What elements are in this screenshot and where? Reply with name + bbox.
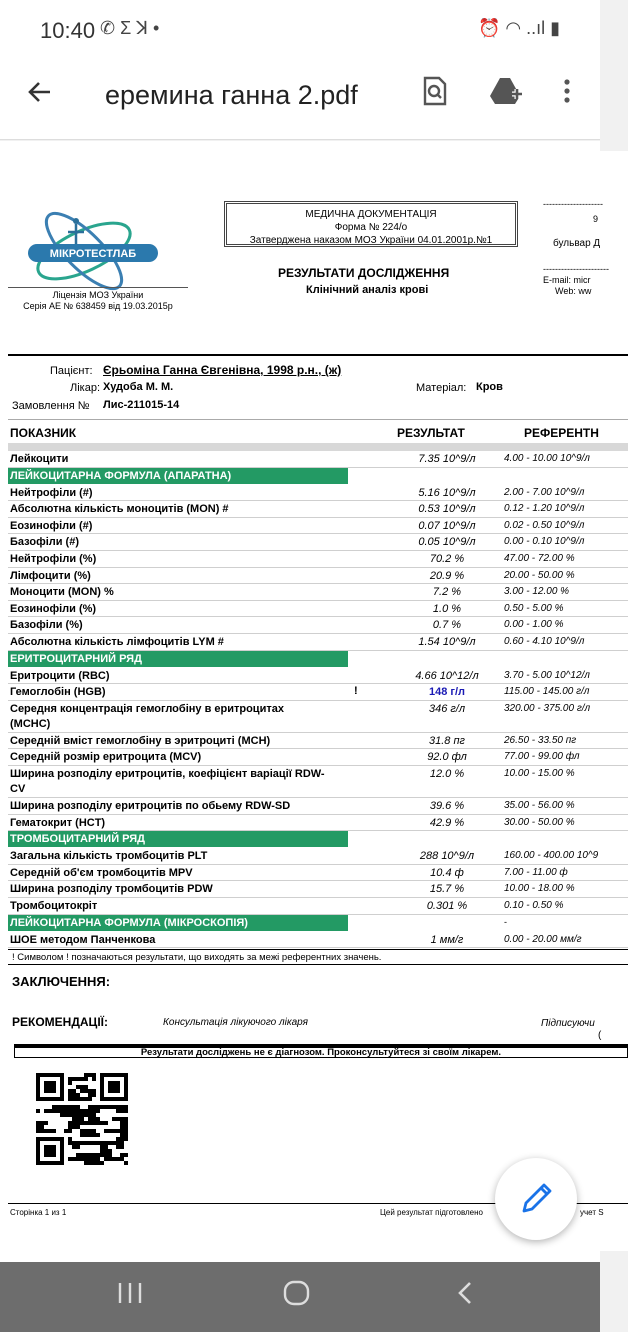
document-title: еремина ганна 2.pdf [105, 80, 358, 110]
result-value: 1 мм/г [430, 933, 464, 946]
report-subheading: Клінічний аналіз крові [306, 284, 429, 296]
indicator-name-cont: CV [10, 783, 26, 795]
table-row [8, 865, 628, 882]
table-row [8, 584, 628, 601]
result-value: 31.8 пг [429, 734, 465, 747]
table-row [8, 701, 628, 733]
reference-value: 0.50 - 5.00 % [504, 602, 564, 614]
indicator-name: Еозинофіли (#) [10, 519, 93, 532]
result-value: 0.53 10^9/л [418, 503, 476, 516]
result-value: 1.0 % [432, 602, 462, 615]
result-value: 0.301 % [426, 900, 468, 912]
table-row [8, 668, 628, 685]
table-row [8, 568, 628, 585]
reference-value: - [504, 916, 507, 927]
reference-value: 2.00 - 7.00 10^9/л [504, 486, 585, 498]
license-line-1: Ліцензія МОЗ України [52, 290, 144, 300]
search-in-document-icon[interactable] [422, 76, 448, 113]
table-row [8, 932, 628, 949]
result-value: 288 10^9/л [419, 850, 475, 863]
table-row [8, 733, 628, 750]
result-value: 12.0 % [429, 768, 465, 780]
section-header: ЛЕЙКОЦИТАРНА ФОРМУЛА (АПАРАТНА) [8, 468, 348, 484]
table-row [8, 518, 628, 535]
form-line-1: МЕДИЧНА ДОКУМЕНТАЦІЯ [305, 209, 437, 220]
section-header: ЕРИТРОЦИТАРНИЙ РЯД [8, 651, 348, 667]
result-value: 92.0 фл [427, 751, 467, 764]
indicator-name: Абсолютна кількість лімфоцитів LYM # [10, 636, 224, 648]
reference-value: 4.00 - 10.00 10^9/л [504, 453, 590, 464]
result-value: 7.2 % [432, 586, 462, 599]
table-row [8, 766, 628, 798]
result-value: 1.54 10^9/л [418, 636, 476, 648]
result-value: 0.7 % [432, 619, 462, 632]
result-value: 0.07 10^9/л [418, 519, 476, 532]
notification-icons: ✆ Σ ꓘ • [100, 18, 160, 38]
result-value: 7.35 10^9/л [418, 453, 476, 465]
table-row [8, 601, 628, 618]
section-header: ЛЕЙКОЦИТАРНА ФОРМУЛА (МІКРОСКОПІЯ) [8, 915, 348, 931]
result-value: 10.4 ф [430, 866, 464, 879]
indicator-name: Середній вміст гемоглобіну в эритроциті (MCH) [10, 734, 271, 747]
reference-value: 115.00 - 145.00 г/л [504, 686, 590, 698]
indicator-name: Середня концентрація гемоглобіну в еритроцитах [10, 702, 284, 715]
result-value: 70.2 % [429, 553, 465, 565]
pdf-page: МІКРОТЕСТЛАБ Ліцензія МОЗ України Серія АЕ № 638459 від 19.03.2015р МЕДИЧНА ДОКУМЕНТАЦІЯ Форма № 224/о Затверджена наказом МОЗ України 04.01.2001р.№1 -------------------- 9 бульвар Д ---------------------- E-mail: micr Web: ww РЕЗУЛЬТАТИ ДОСЛІДЖЕННЯ Клінічний аналіз крові Пацієнт: Єрьоміна Ганна Євгенівна, 1998 р.н., (ж) Лікар: Худоба М. М. Матеріал: Кров Замовлення № Лис-211015-14 ПОКАЗНИК РЕЗУЛЬТАТ РЕФЕРЕНТН Лейкоцити 7.35 10^9/л 4.00 - 10.00 10^9/л ЛЕЙКОЦИТАРНА ФОРМУЛА (АПАРАТНА) Нейтрофіли (#) 5.16 10^9/л 2.00 - 7.00 10^9/л Абсолютна кількість моноцитів (MON) # 0.53 10^9/л 0.12 - 1.20 10^9/л Еозинофіли (#) 0.07 10^9/л 0.02 - 0.50 10^9/л Базофіли (#) 0.05 10^9/л 0.00 - 0.10 10^9/л Нейтрофіли (%) 70.2 % 47.00 - 72.00 % Лімфоцити (%) 20.9 % 20.00 - 50.00 % Моноцити (MON) % 7.2 % 3.00 - 12.00 % Еозинофіли (%) 1.0 % 0.50 - 5.00 % Базофіли (%) 0.7 % 0.00 - 1.00 % Абсолютна кількість лімфоцитів LYM # 1.54 10^9/л 0.60 - 4.10 10^9/л ЕРИТРОЦИТАРНИЙ РЯД Еритроцити (RBC) 4.66 10^12/л 3.70 - 5.00 10^12/л Гемоглобін (HGB) ! 148 г/л 115.00 - 145.00 г/л Середня концентрація гемоглобіну в еритроцитах (MCHC) 346 г/л 320.00 - 375.00 г/л Середній вміст гемоглобіну в эритроциті (MCH) 31.8 пг 26.50 - 33.50 пг Середній розмір еритроцита (MCV) 92.0 фл 77.00 - 99.00 фл Ширина розподілу еритроцитів, коефіцієнт варіації RDW- CV 12.0 % 10.00 - 15.00 % Ширина розподілу еритроцитів по обьему RDW-SD 39.6 % 35.00 - 56.00 % Гематокрит (HCT) 42.9 % 30.00 - 50.00 % ТРОМБОЦИТАРНИЙ РЯД Загальна кількість тромбоцитів PLT 288 10^9/л 160.00 - 400.00 10^9 Середній об'єм тромбоцитів MPV 10.4 ф 7.00 - 11.00 ф Ширина розподілу тромбоцитів PDW 15.7 % 10.00 - 18.00 % Тромбоцитокріт 0.301 % 0.10 - 0.50 % ЛЕЙКОЦИТАРНА ФОРМУЛА (МІКРОСКОПІЯ) - ШОЕ методом Панченкова 1 мм/г 0.00 - 20.00 мм/г ! Символом ! позначаються результати, що виходять за межі референтних значень. ЗАКЛЮЧЕННЯ: РЕКОМЕНДАЦІЇ: Консультація лікуючого лікаря Підписуючи ( Результати досліджень не є діагнозом. Проконсультуйтеся зі своїм лікарем. Сторінка 1 из 1 Цей результат підготовлено учет S [8, 151, 628, 1251]
indicator-name: ШОЕ методом Панченкова [10, 933, 156, 946]
reference-value: 0.00 - 1.00 % [504, 619, 564, 631]
indicator-name: Базофіли (%) [10, 619, 83, 632]
patient-name: Єрьоміна Ганна Євгенівна, 1998 р.н., (ж) [103, 363, 342, 377]
recent-apps-icon[interactable] [117, 1280, 143, 1312]
result-value: 5.16 10^9/л [418, 486, 476, 499]
col-indicator: ПОКАЗНИК [10, 426, 77, 440]
indicator-name: Середній розмір еритроцита (MCV) [10, 751, 202, 764]
table-row [8, 501, 628, 518]
reference-value: 26.50 - 33.50 пг [504, 734, 577, 746]
system-nav-bar [0, 1262, 600, 1332]
table-row [8, 898, 628, 915]
indicator-name: Загальна кількість тромбоцитів PLT [10, 850, 208, 863]
indicator-name: Еозинофіли (%) [10, 602, 97, 615]
indicator-name: Тромбоцитокріт [10, 900, 98, 912]
indicator-name-cont: (MCHC) [10, 717, 51, 730]
table-row [8, 485, 628, 502]
indicator-name: Середній об'єм тромбоцитів MPV [10, 866, 193, 879]
form-line-3: Затверджена наказом МОЗ України 04.01.2001р.№1 [249, 235, 493, 246]
reference-value: 0.60 - 4.10 10^9/л [504, 636, 585, 647]
app-toolbar [0, 60, 600, 140]
material-label: Матеріал: [416, 382, 467, 394]
status-time: 10:40 [40, 18, 96, 43]
indicator-name: Моноцити (MON) % [10, 586, 114, 599]
reference-value: 160.00 - 400.00 10^9 [504, 850, 599, 862]
recommendations-label: РЕКОМЕНДАЦІЇ: [12, 1015, 108, 1029]
system-icons: ⏰ ◠ ..ıl ▮ [477, 18, 560, 38]
order-number: Лис-211015-14 [103, 399, 180, 411]
reference-value: 47.00 - 72.00 % [504, 553, 575, 564]
edit-button[interactable] [495, 1158, 577, 1240]
col-reference: РЕФЕРЕНТН [524, 426, 599, 440]
table-row [8, 749, 628, 766]
reference-value: 77.00 - 99.00 фл [504, 751, 580, 763]
result-value: 20.9 % [429, 569, 465, 582]
divider [8, 354, 628, 356]
indicator-name: Гемоглобін (HGB) [10, 686, 106, 699]
lab-logo [26, 196, 186, 301]
indicator-name: Нейтрофіли (#) [10, 486, 93, 499]
signature-label: Підписуючи [541, 1018, 595, 1029]
reference-value: 20.00 - 50.00 % [504, 569, 575, 581]
indicator-name: Ширина розподілу еритроцитів по обьему RDW-SD [10, 800, 291, 812]
page-counter: Сторінка 1 из 1 [10, 1208, 67, 1217]
lab-name: МІКРОТЕСТЛАБ [49, 248, 137, 260]
indicator-name: Лімфоцити (%) [10, 569, 91, 582]
save-to-drive-icon[interactable] [490, 76, 524, 113]
nav-back-icon[interactable] [456, 1280, 474, 1313]
more-options-icon[interactable] [562, 76, 572, 113]
patient-label: Пацієнт: [50, 365, 93, 377]
reference-value: 30.00 - 50.00 % [504, 816, 575, 828]
order-label: Замовлення № [12, 400, 90, 412]
table-row [8, 551, 628, 568]
table-row [8, 617, 628, 634]
pdf-viewer[interactable] [0, 141, 609, 1262]
indicator-name: Ширина розподілу еритроцитів, коефіцієнт варіації RDW- [10, 768, 325, 780]
recommendation-text: Консультація лікуючого лікаря [163, 1017, 308, 1028]
table-row [8, 848, 628, 865]
right-contact-block: -------------------- 9 бульвар Д ---------------------- E-mail: micr Web: ww [543, 199, 609, 296]
conclusion-label: ЗАКЛЮЧЕННЯ: [12, 974, 111, 989]
reference-value: 320.00 - 375.00 г/л [504, 702, 591, 714]
table-header [8, 424, 628, 442]
col-result: РЕЗУЛЬТАТ [397, 426, 465, 440]
result-value: 346 г/л [428, 702, 466, 715]
indicator-name: Ширина розподілу тромбоцитів PDW [10, 883, 213, 896]
table-row [8, 534, 628, 551]
reference-value: 0.10 - 0.50 % [504, 900, 564, 911]
table-row [8, 451, 628, 468]
table-row [8, 815, 628, 832]
result-value: 4.66 10^12/л [415, 669, 479, 682]
footer-note: Цей результат підготовлено [380, 1208, 483, 1217]
report-heading: РЕЗУЛЬТАТИ ДОСЛІДЖЕННЯ [278, 266, 450, 280]
form-line-2: Форма № 224/о [334, 222, 408, 233]
result-value: 148 г/л [428, 686, 466, 699]
result-value: 42.9 % [429, 816, 465, 829]
reference-value: 0.02 - 0.50 10^9/л [504, 519, 585, 531]
table-row [8, 798, 628, 815]
indicator-name: Лейкоцити [10, 453, 69, 465]
indicator-name: Гематокрит (HCT) [10, 816, 106, 829]
reference-value: 3.00 - 12.00 % [504, 586, 570, 598]
reference-value: 0.00 - 20.00 мм/г [504, 933, 582, 945]
material-value: Кров [476, 381, 503, 393]
reference-value: 10.00 - 15.00 % [504, 768, 575, 779]
result-value: 0.05 10^9/л [418, 536, 476, 549]
reference-value: 35.00 - 56.00 % [504, 800, 575, 811]
indicator-name: Базофіли (#) [10, 536, 80, 549]
reference-value: 7.00 - 11.00 ф [504, 866, 568, 878]
home-icon[interactable] [283, 1280, 311, 1313]
indicator-name: Еритроцити (RBC) [10, 669, 110, 682]
section-header: ТРОМБОЦИТАРНИЙ РЯД [8, 831, 348, 847]
back-arrow-icon[interactable] [26, 78, 54, 114]
reference-value: 0.12 - 1.20 10^9/л [504, 503, 585, 515]
reference-value: 0.00 - 0.10 10^9/л [504, 536, 585, 548]
table-row [8, 634, 628, 651]
pencil-icon [495, 1158, 577, 1240]
qr-code [36, 1073, 128, 1165]
reference-value: 10.00 - 18.00 % [504, 883, 575, 895]
table-row [8, 684, 628, 701]
reference-value: 3.70 - 5.00 10^12/л [504, 669, 590, 681]
result-value: 39.6 % [429, 800, 465, 812]
out-of-range-flag: ! [354, 685, 358, 698]
indicator-name: Абсолютна кількість моноцитів (MON) # [10, 503, 229, 516]
disclaimer: Результати досліджень не є діагнозом. Проконсультуйтеся зі своїм лікарем. [14, 1044, 628, 1058]
doctor-name: Худоба М. М. [103, 381, 174, 393]
doctor-label: Лікар: [70, 382, 101, 394]
license-line-2: Серія АЕ № 638459 від 19.03.2015р [23, 301, 173, 311]
indicator-name: Нейтрофіли (%) [10, 553, 97, 565]
result-value: 15.7 % [429, 883, 465, 896]
flag-note: ! Символом ! позначаються результати, що виходять за межі референтних значень. [8, 949, 628, 965]
status-bar [0, 0, 600, 60]
form-info-box [224, 201, 518, 247]
table-row [8, 881, 628, 898]
